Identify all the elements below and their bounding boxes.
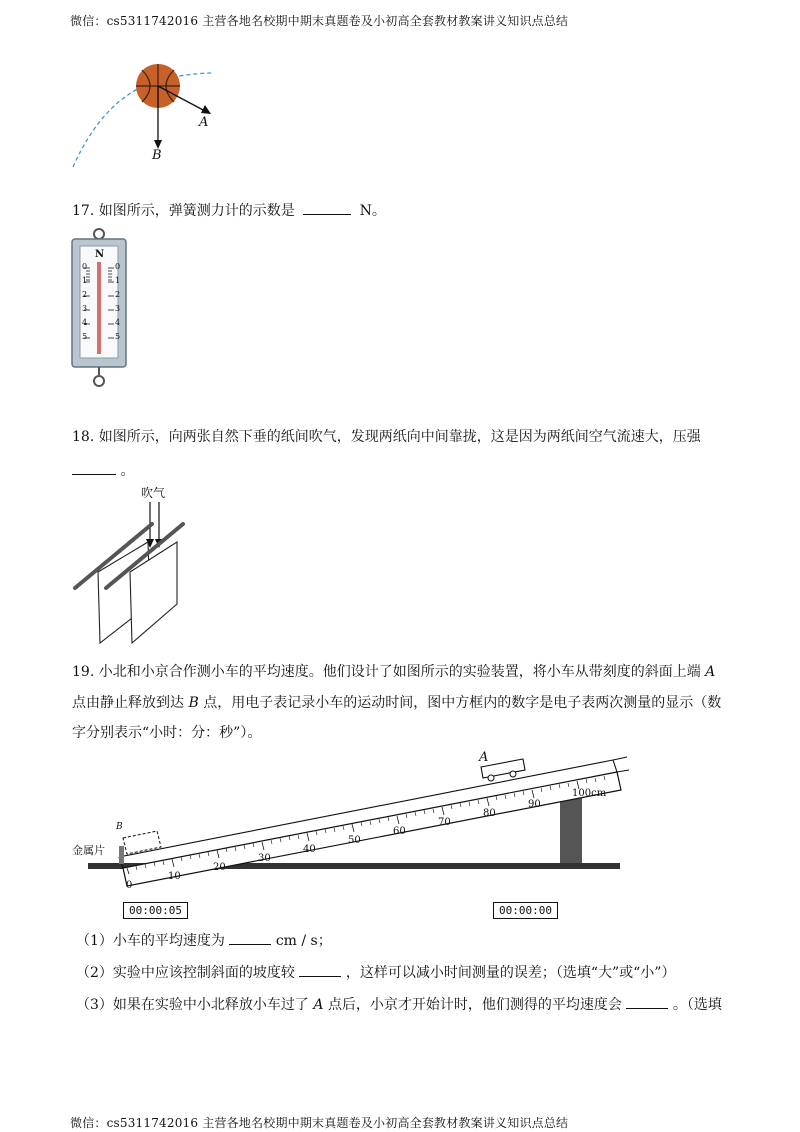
q17-text: 17. 如图所示，弹簧测力计的示数是 [72, 203, 295, 219]
q19-line1-a: A [705, 664, 716, 680]
ruler-mark-50: 50 [348, 835, 361, 846]
q19-sub1-text: （1）小车的平均速度为 [76, 933, 225, 949]
scale-left-4: 4 [82, 318, 88, 327]
page-header: 微信：cs5311742016 主营各地名校期中期末真题卷及小初高全套教材教案讲义知识点总结 [70, 14, 569, 28]
q19-line1-text: 19. 小北和小京合作测小车的平均速度。他们设计了如图所示的实验装置，将小车从带刻度的斜面上端 [72, 664, 701, 680]
ruler-mark-100: 100cm [572, 788, 607, 799]
paper-blow-figure [70, 500, 200, 650]
metal-plate [119, 846, 124, 864]
q19-line2-b: B [188, 695, 199, 711]
q19-sub2 [76, 962, 675, 982]
q19-line2-pre: 点由静止释放到达 [72, 695, 184, 711]
incline-support [560, 796, 582, 863]
label-a: A [199, 115, 209, 130]
q19-sub3-blank[interactable] [626, 996, 668, 1009]
scale-right-5: 5 [115, 332, 121, 341]
q19-sub2-blank[interactable] [299, 964, 341, 977]
q19-sub3-mid: 点后，小京才开始计时，他们测得的平均速度会 [327, 997, 622, 1013]
ruler-mark-80: 80 [483, 808, 496, 819]
q19-sub1-blank[interactable] [229, 932, 271, 945]
question-19-line2 [72, 692, 721, 712]
scale-right-3: 3 [115, 304, 121, 313]
scale-spring-rod [97, 262, 101, 354]
incline-label-b: B [116, 822, 123, 832]
q19-sub3 [76, 994, 722, 1014]
question-18-line1: 18. 如图所示，向两张自然下垂的纸间吹气，发现两纸向中间靠拢，这是因为两纸间空气流速大，压强 [72, 429, 701, 445]
q19-line2-post: 点，用电子表记录小车的运动时间，图中方框内的数字是电子表两次测量的显示（数 [203, 695, 722, 711]
q19-sub3-a: A [313, 997, 324, 1013]
cart-start-dashed [123, 831, 161, 854]
q18-end: 。 [120, 463, 135, 479]
ruler-mark-90: 90 [528, 799, 541, 810]
q19-sub1-unit: cm / s； [275, 933, 332, 949]
q19-sub2-text: （2）实验中应该控制斜面的坡度较 [76, 965, 295, 981]
question-19-line3: 字分别表示“小时：分：秒”）。 [72, 725, 262, 741]
scale-left-3: 3 [82, 304, 88, 313]
clock-display-b: 00:00:05 [123, 902, 188, 919]
scale-left-2: 2 [82, 290, 88, 299]
q19-sub2-post: ，这样可以减小时间测量的误差；（选填“大”或“小”） [345, 965, 676, 981]
q17-answer-blank[interactable] [303, 202, 351, 215]
question-19-line1 [72, 661, 715, 681]
q19-sub1 [76, 930, 332, 950]
scale-left-1: 1 [82, 276, 88, 285]
ruler-mark-40: 40 [303, 844, 316, 855]
label-metal-plate: 金属片 [72, 844, 105, 857]
ruler-mark-30: 30 [258, 853, 271, 864]
question-17 [72, 200, 386, 220]
ruler-mark-60: 60 [393, 826, 406, 837]
label-blow: 吹气 [141, 486, 166, 500]
q19-sub3-text: （3）如果在实验中小北释放小车过了 [76, 997, 309, 1013]
ruler-mark-20: 20 [213, 862, 226, 873]
clock-display-a: 00:00:00 [493, 902, 558, 919]
q18-answer-blank[interactable] [72, 462, 116, 475]
q19-sub3-end: 。（选填 [672, 997, 722, 1013]
incline-label-a: A [479, 750, 489, 765]
label-b: B [152, 148, 162, 163]
question-18-line2 [72, 460, 134, 480]
scale-right-1: 1 [115, 276, 121, 285]
page-footer: 微信：cs5311742016 主营各地名校期中期末真题卷及小初高全套教材教案讲义知识点总结 [70, 1116, 569, 1130]
scale-right-4: 4 [115, 318, 121, 327]
ruler-mark-10: 10 [168, 871, 181, 882]
scale-right-0: 0 [115, 262, 121, 271]
scale-unit: N [95, 249, 105, 260]
q17-unit: N。 [359, 203, 386, 219]
scale-left-5: 5 [82, 332, 88, 341]
ruler-mark-70: 70 [438, 817, 451, 828]
scale-left-0: 0 [82, 262, 88, 271]
scale-right-2: 2 [115, 290, 121, 299]
ruler-mark-0: 0 [126, 880, 133, 891]
